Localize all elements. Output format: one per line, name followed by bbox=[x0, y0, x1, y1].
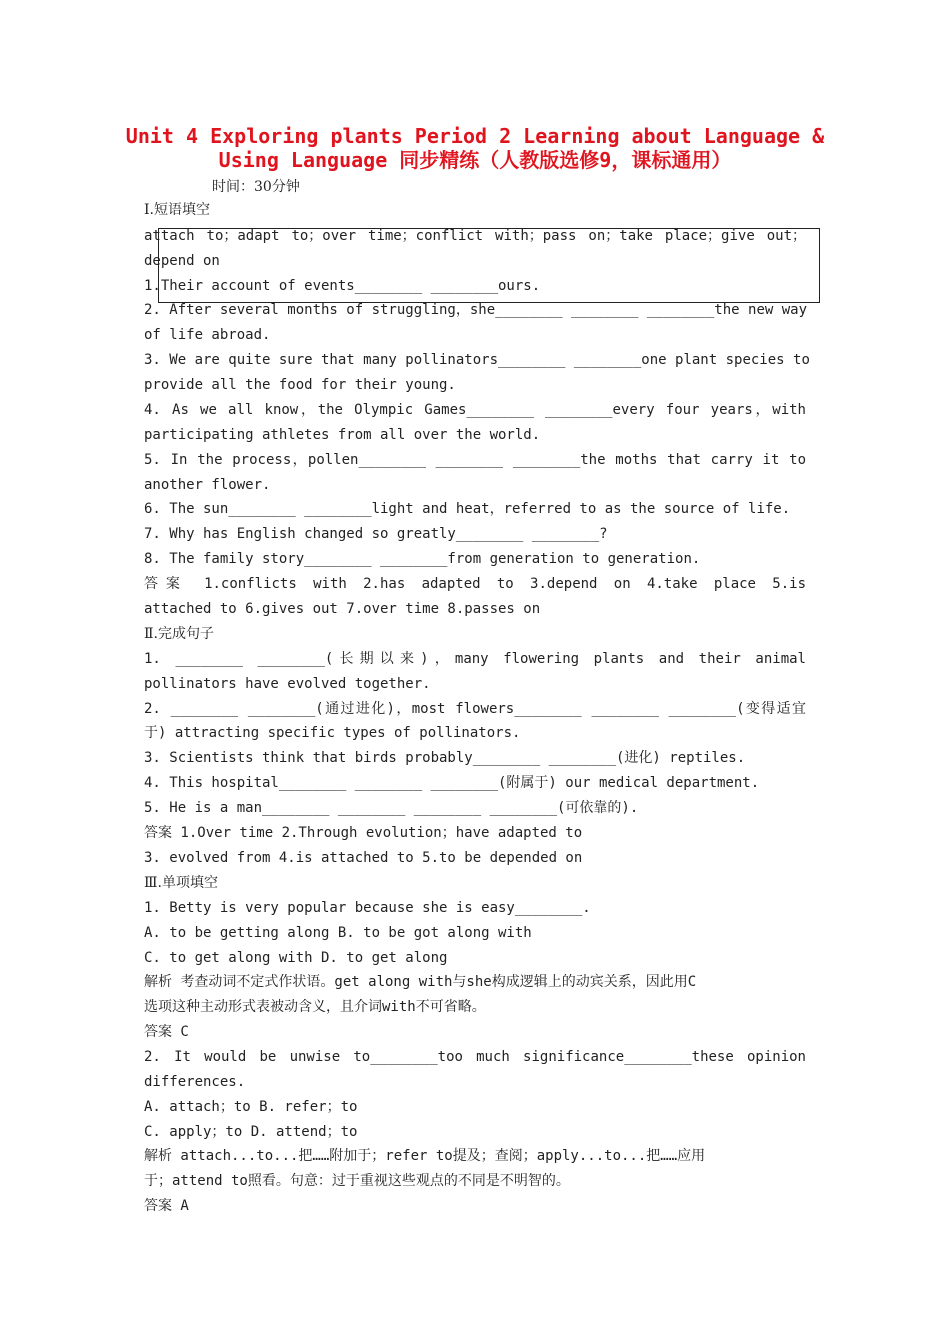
document-title bbox=[120, 124, 830, 172]
time-limit: 时间：30分钟 bbox=[212, 179, 300, 195]
s1-question-6: 6. The sun________ ________light and heat，referred to as the source of life. bbox=[144, 501, 791, 517]
s1-question-5: 5. In the process，pollen________ ________ ________the moths that carry it to bbox=[144, 452, 806, 468]
title-line-2: Using Language 同步精练（人教版选修9，课标通用） bbox=[218, 148, 732, 172]
s1-question-2: 2. After several months of struggling，she________ ________ ________the new way bbox=[144, 302, 808, 318]
s1-question-1: 1.Their account of events________ ________ours. bbox=[144, 278, 541, 294]
s3-question-2-options-ab: A. attach；to B. refer；to bbox=[144, 1099, 358, 1115]
s2-question-2: 2. ________ ________(通过进化)，most flowers________ ________ ________(变得适宜 bbox=[144, 701, 806, 717]
s3-question-2: 2. It would be unwise to________too much significance________these opinion bbox=[144, 1049, 806, 1065]
s3-question-1-options-cd: C. to get along with D. to get along bbox=[144, 950, 448, 966]
s2-question-5: 5. He is a man________ ________ ________ ________(可依靠的). bbox=[144, 800, 639, 816]
s1-question-4: 4. As we all know，the Olympic Games________ ________every four years，with bbox=[144, 402, 806, 418]
s1-question-2-cont: of life abroad. bbox=[144, 327, 271, 343]
s1-question-5-cont: another flower. bbox=[144, 477, 271, 493]
s2-question-1-cont: pollinators have evolved together. bbox=[144, 676, 431, 692]
s3-question-1-explanation-cont: 选项这种主动形式表被动含义，且介词with不可省略。 bbox=[144, 999, 486, 1015]
s2-answers-cont: 3. evolved from 4.is attached to 5.to be depended on bbox=[144, 850, 583, 866]
s1-question-7: 7. Why has English changed so greatly________ ________? bbox=[144, 526, 608, 542]
s3-question-2-answer: 答案 A bbox=[144, 1198, 189, 1214]
s3-question-2-cont: differences. bbox=[144, 1074, 246, 1090]
s3-question-1-explanation: 解析 考查动词不定式作状语。get along with与she构成逻辑上的动宾关系，因此用C bbox=[144, 974, 697, 990]
section-1-heading: Ⅰ.短语填空 bbox=[144, 202, 210, 218]
s3-question-1-options-ab: A. to be getting along B. to be got along with bbox=[144, 925, 532, 941]
s2-question-2-cont: 于) attracting specific types of pollinators. bbox=[144, 725, 521, 741]
s1-question-3: 3. We are quite sure that many pollinators________ ________one plant species to bbox=[144, 352, 810, 368]
s1-answers-cont: attached to 6.gives out 7.over time 8.passes on bbox=[144, 601, 541, 617]
s2-question-3: 3. Scientists think that birds probably________ ________(进化) reptiles. bbox=[144, 750, 746, 766]
s2-question-1: 1. ________ ________(长期以来)，many flowering plants and their animal bbox=[144, 651, 806, 667]
s3-question-2-explanation: 解析 attach...to...把……附加于；refer to提及；查阅；apply...to...把……应用 bbox=[144, 1148, 706, 1164]
s3-question-1-answer: 答案 C bbox=[144, 1024, 189, 1040]
s1-question-8: 8. The family story________ ________from generation to generation. bbox=[144, 551, 701, 567]
section-3-heading: Ⅲ.单项填空 bbox=[144, 875, 218, 891]
s2-answers: 答案 1.Over time 2.Through evolution；have adapted to bbox=[144, 825, 583, 841]
phrase-list-line-2: depend on bbox=[144, 253, 220, 269]
s3-question-2-explanation-cont: 于；attend to照看。句意：过于重视这些观点的不同是不明智的。 bbox=[144, 1173, 570, 1189]
title-line-1: Unit 4 Exploring plants Period 2 Learning about Language & bbox=[125, 124, 825, 148]
s3-question-1: 1. Betty is very popular because she is easy________. bbox=[144, 900, 591, 916]
s1-answers: 答案 1.conflicts with 2.has adapted to 3.depend on 4.take place 5.is bbox=[144, 576, 806, 592]
s1-question-4-cont: participating athletes from all over the world. bbox=[144, 427, 541, 443]
section-2-heading: Ⅱ.完成句子 bbox=[144, 626, 214, 642]
s1-question-3-cont: provide all the food for their young. bbox=[144, 377, 456, 393]
s2-question-4: 4. This hospital________ ________ ________(附属于) our medical department. bbox=[144, 775, 760, 791]
s3-question-2-options-cd: C. apply；to D. attend；to bbox=[144, 1124, 358, 1140]
phrase-list-line-1: attach to；adapt to；over time；conflict with；pass on；take place；give out； bbox=[144, 228, 806, 244]
